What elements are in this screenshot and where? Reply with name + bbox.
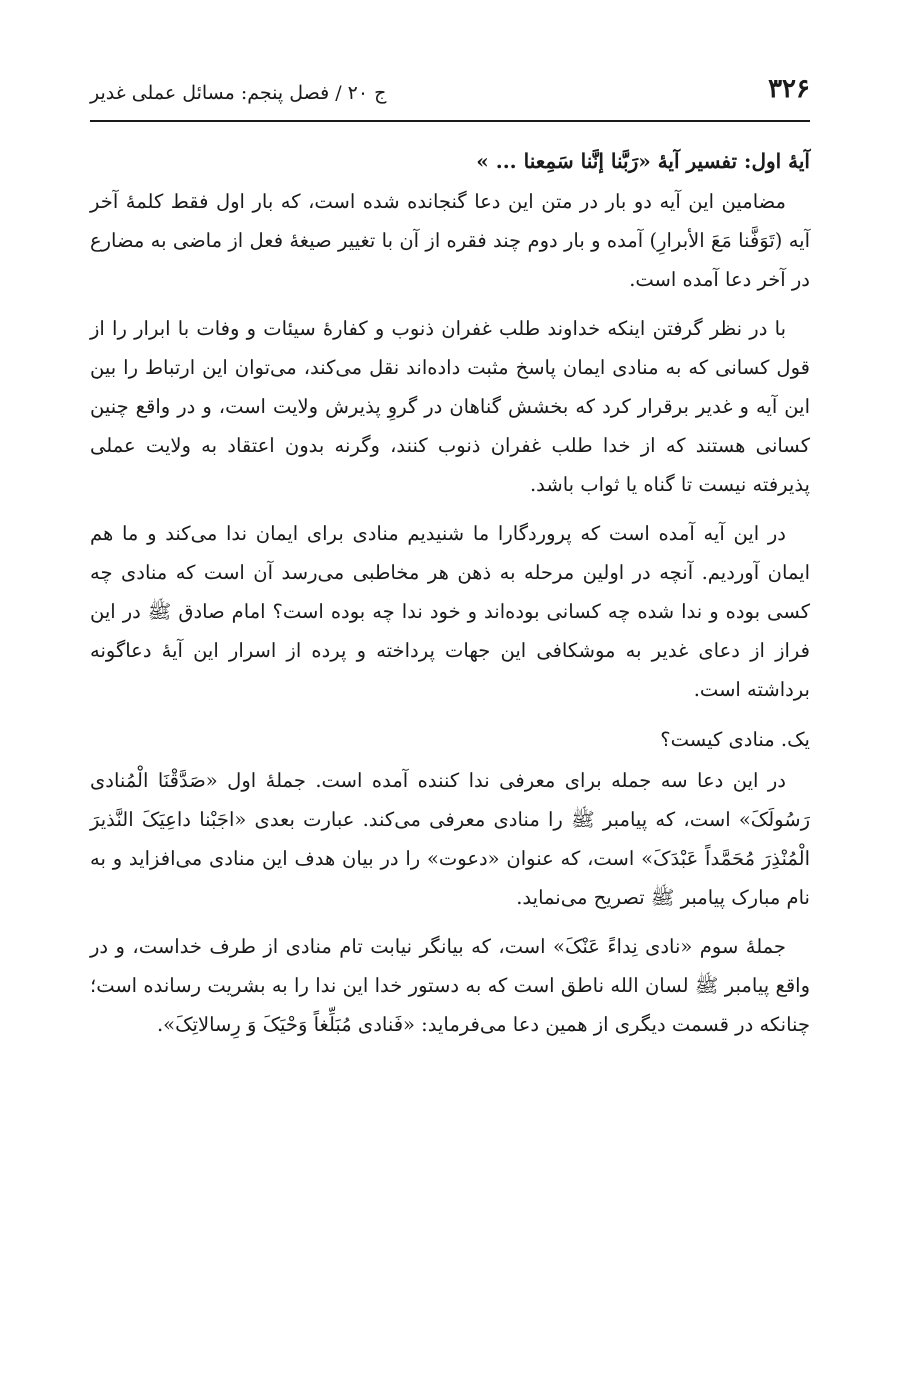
paragraph-3: در این آیه آمده است که پروردگارا ما شنیدیم منادی برای ایمان ندا می‌کند و ما هم ایمان آوردیم. آنچه در اولین مرحله به ذهن هر مخاطبی می‌رسد آن است که منادی چه کسی بوده و ندا شده چه کسانی بوده‌اند و خود ندا چه بوده است؟ امام صادق ﷺ در این فراز از دعای غدیر به موشکافی این جهات پرداخته و پرده از اسرار این آیهٔ دعاگونه برداشته است. bbox=[90, 522, 810, 701]
paragraph-5: جملهٔ سوم «نادی نِداءً عَنْکَ» است، که بیانگر نیابت تام منادی از طرف خداست، و در واقع پیامبر ﷺ لسان الله ناطق است که به دستور خدا این ندا را به بشریت رسانده است؛ چنانکه در قسمت دیگری از همین دعا می‌فرماید: «فَنادی مُبَلِّغاً وَحْیَکَ وَ رِسالاتِکَ». bbox=[90, 935, 810, 1036]
subheading: یک. منادی کیست؟ bbox=[660, 728, 810, 751]
paragraph-1: مضامین این آیه دو بار در متن این دعا گنجانده شده است، که بار اول فقط کلمهٔ آخر آیه (تَوَفَّنا مَعَ الأبرارِ) آمده و بار دوم چند فقره از آن با تغییر صیغهٔ فعل از ماضی به مضارع در آخر دعا آمده است. bbox=[90, 190, 810, 291]
header-rule bbox=[90, 120, 810, 122]
page-number: ۳۲۶ bbox=[768, 74, 810, 104]
paragraph-2: با در نظر گرفتن اینکه خداوند طلب غفران ذنوب و کفارهٔ سیئات و وفات با ابرار را از قول کسانی که به منادی ایمان پاسخ مثبت داده‌اند نقل می‌کند، می‌توان این ارتباط را بین این آیه و غدیر برقرار کرد که بخشش گناهان در گروِ پذیرش ولایت است، و در واقع چنین کسانی هستند که از خدا طلب غفران ذنوب کنند، وگرنه بدون اعتقاد به ولایت عملی پذیرفته نیست تا گناه یا ثواب باشد. bbox=[90, 317, 810, 496]
book-page bbox=[90, 0, 810, 1390]
page-body bbox=[90, 140, 810, 1054]
running-head: ج ۲۰ / فصل پنجم: مسائل عملی غدیر bbox=[90, 82, 387, 104]
page-header bbox=[90, 72, 810, 116]
paragraph-4: در این دعا سه جمله برای معرفی ندا کننده آمده است. جملهٔ اول «صَدَّقْنَا الْمُنادی رَسُولَکَ» است، که پیامبر ﷺ را منادی معرفی می‌کند. عبارت بعدی «اجَبْنا داعِیَکَ النَّذیرَ الْمُنْذِرَ مُحَمَّداً عَبْدَکَ» است، که عنوان «دعوت» را در بیان هدف این منادی می‌افزاید و به نام مبارک پیامبر ﷺ تصریح می‌نماید. bbox=[90, 769, 810, 909]
section-heading: آیهٔ اول: تفسیر آیهٔ «رَبَّنا إنَّنا سَمِعنا ... » bbox=[476, 149, 810, 173]
